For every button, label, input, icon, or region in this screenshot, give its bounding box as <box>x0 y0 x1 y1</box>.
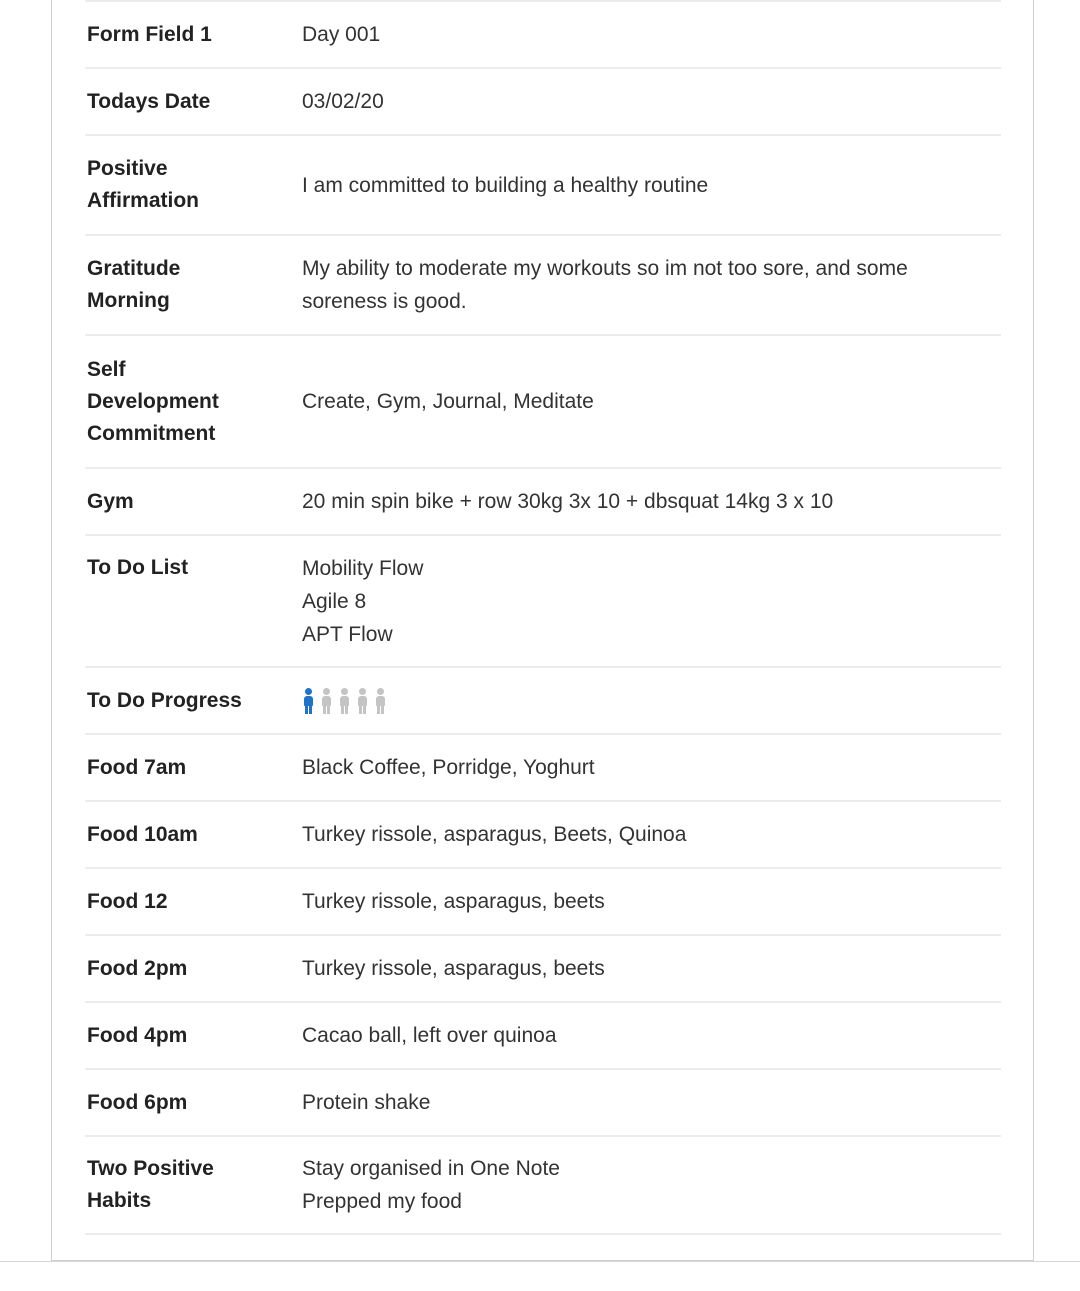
field-label: Gym <box>87 489 134 513</box>
table-row <box>85 234 1001 334</box>
table-row <box>85 1068 1001 1135</box>
table-row <box>85 334 1001 467</box>
field-value: Black Coffee, Porridge, Yoghurt <box>302 756 595 779</box>
field-label: Todays Date <box>87 89 211 113</box>
field-value: 03/02/20 <box>302 90 384 113</box>
field-label: Form Field 1 <box>87 22 212 46</box>
field-value: Turkey rissole, asparagus, Beets, Quinoa <box>302 823 687 846</box>
person-icon <box>374 687 387 715</box>
table-row <box>85 666 1001 733</box>
field-label: Food 6pm <box>87 1090 188 1114</box>
person-icon <box>302 687 315 715</box>
table-row <box>85 1135 1001 1235</box>
table-row <box>85 534 1001 666</box>
field-value: Protein shake <box>302 1091 431 1114</box>
field-value: My ability to moderate my workouts so im not too sore, and some soreness is good. <box>302 257 908 313</box>
table-row <box>85 934 1001 1001</box>
field-value: Turkey rissole, asparagus, beets <box>302 890 605 913</box>
table-row <box>85 134 1001 234</box>
table-row <box>85 0 1001 67</box>
habit-item: Prepped my food <box>302 1190 462 1213</box>
field-label: To Do List <box>87 556 189 579</box>
field-label: To Do Progress <box>87 688 242 712</box>
form-entry-card <box>51 0 1034 1261</box>
table-row <box>85 800 1001 867</box>
field-value: Day 001 <box>302 23 381 46</box>
field-value: Create, Gym, Journal, Meditate <box>302 390 594 413</box>
field-label: Self Development Commitment <box>87 357 219 445</box>
table-row <box>85 867 1001 934</box>
field-value: I am committed to building a healthy routine <box>302 173 709 197</box>
table-row <box>85 733 1001 800</box>
todo-progress-rating <box>302 685 1001 717</box>
person-icon <box>320 687 333 715</box>
field-value <box>302 685 1001 717</box>
table-row <box>85 467 1001 534</box>
person-icon <box>338 687 351 715</box>
field-label: Food 12 <box>87 889 168 913</box>
field-value: Cacao ball, left over quinoa <box>302 1024 557 1047</box>
table-row <box>85 67 1001 134</box>
field-label: Food 10am <box>87 822 198 846</box>
todo-item: APT Flow <box>302 623 393 646</box>
person-icon <box>356 687 369 715</box>
field-label: Food 2pm <box>87 956 188 980</box>
field-label: Gratitude Morning <box>87 257 181 312</box>
field-value <box>302 1152 1001 1218</box>
form-entry-table <box>85 0 1001 1235</box>
field-value: Turkey rissole, asparagus, beets <box>302 957 605 980</box>
page-bottom-divider <box>0 1261 1080 1262</box>
habit-item: Stay organised in One Note <box>302 1157 560 1180</box>
field-label: Two Positive Habits <box>87 1157 214 1212</box>
todo-item: Mobility Flow <box>302 557 424 580</box>
field-label: Positive Affirmation <box>87 157 199 212</box>
table-row <box>85 1001 1001 1068</box>
field-value <box>302 536 1001 651</box>
field-label: Food 7am <box>87 755 187 779</box>
field-label: Food 4pm <box>87 1023 188 1047</box>
todo-item: Agile 8 <box>302 590 367 613</box>
field-value: 20 min spin bike + row 30kg 3x 10 + dbsquat 14kg 3 x 10 <box>302 490 834 513</box>
